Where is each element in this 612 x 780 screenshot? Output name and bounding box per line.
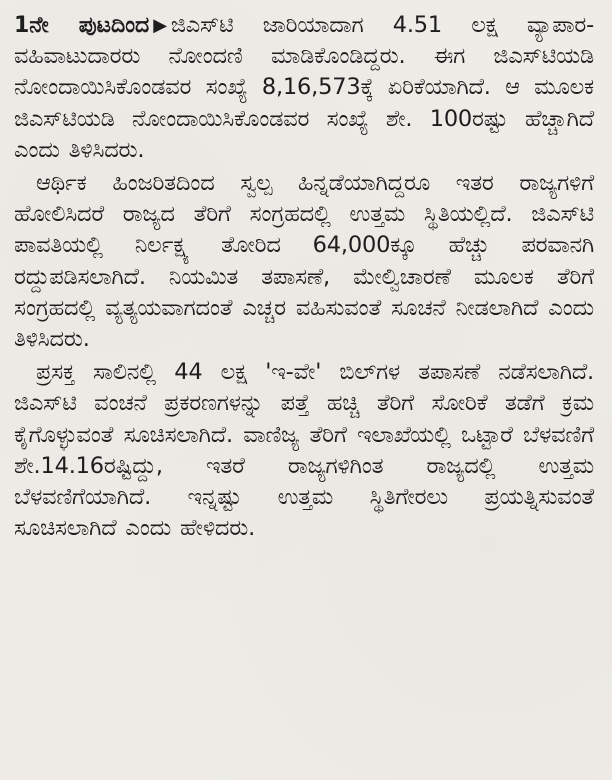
arrow-icon: ▶ bbox=[153, 15, 167, 36]
continuation-label: 1ನೇ ಪುಟದಿಂದ bbox=[14, 13, 150, 38]
article-paragraph-1 bbox=[14, 10, 594, 166]
paragraph-text: ಜಿಎಸ್‌ಟಿ ಜಾರಿಯಾದಾಗ 4.51 ಲಕ್ಷ ವ್ಯಾಪಾರ- ವಹಿವಾಟುದಾರರು ನೋಂದಣಿ ಮಾಡಿಕೊಂಡಿದ್ದರು. ಈಗ ಜಿಎಸ್‌ಟಿಯಡಿ ನೋಂದಾಯಿಸಿಕೊಂಡವರ ಸಂಖ್ಯೆ 8,16,573ಕ್ಕೆ ಏರಿಕೆಯಾಗಿದೆ. ಆ ಮೂಲಕ ಜಿಎಸ್‌ಟಿಯಡಿ ನೋಂದಾಯಿಸಿಕೊಂಡವರ ಸಂಖ್ಯೆ ಶೇ. 100ರಷ್ಟು ಹೆಚ್ಚಾಗಿದೆ ಎಂದು ತಿಳಿಸಿದರು. bbox=[14, 12, 595, 163]
article-paragraph-2: ಆರ್ಥಿಕ ಹಿಂಜರಿತದಿಂದ ಸ್ವಲ್ಪ ಹಿನ್ನಡೆಯಾಗಿದ್ದರೂ ಇತರ ರಾಜ್ಯಗಳಿಗೆ ಹೋಲಿಸಿದರೆ ರಾಜ್ಯದ ತೆರಿಗೆ ಸಂಗ್ರಹದಲ್ಲಿ ಉತ್ತಮ ಸ್ಥಿತಿಯಲ್ಲಿದೆ. ಜಿಎಸ್‌ಟಿ ಪಾವತಿಯಲ್ಲಿ ನಿರ್ಲಕ್ಷ್ಯ ತೋರಿದ 64,000ಕ್ಕೂ ಹೆಚ್ಚು ಪರವಾನಗಿ ರದ್ದುಪಡಿಸಲಾಗಿದೆ. ನಿಯಮಿತ ತಪಾಸಣೆ, ಮೇಲ್ವಿಚಾರಣೆ ಮೂಲಕ ತೆರಿಗೆ ಸಂಗ್ರಹದಲ್ಲಿ ವ್ಯತ್ಯಯವಾಗದಂತೆ ಎಚ್ಚರ ವಹಿಸುವಂತೆ ಸೂಚನೆ ನೀಡಲಾಗಿದೆ ಎಂದು ತಿಳಿಸಿದರು. bbox=[14, 170, 594, 353]
article-paragraph-3: ಪ್ರಸಕ್ತ ಸಾಲಿನಲ್ಲಿ 44 ಲಕ್ಷ 'ಇ-ವೇ' ಬಿಲ್‌ಗಳ ತಪಾಸಣೆ ನಡೆಸಲಾಗಿದೆ. ಜಿಎಸ್‌ಟಿ ವಂಚನೆ ಪ್ರಕರಣಗಳನ್ನು ಪತ್ತೆ ಹಚ್ಚಿ ತೆರಿಗೆ ಸೋರಿಕೆ ತಡೆಗೆ ಕ್ರಮ ಕೈಗೊಳ್ಳುವಂತೆ ಸೂಚಿಸಲಾಗಿದೆ. ವಾಣಿಜ್ಯ ತೆರಿಗೆ ಇಲಾಖೆಯಲ್ಲಿ ಒಟ್ಟಾರೆ ಬೆಳವಣಿಗೆ ಶೇ.14.16ರಷ್ಟಿದ್ದು, ಇತರೆ ರಾಜ್ಯಗಳಿಗಿಂತ ರಾಜ್ಯದಲ್ಲಿ ಉತ್ತಮ ಬೆಳವಣಿಗೆಯಾಗಿದೆ. ಇನ್ನಷ್ಟು ಉತ್ತಮ ಸ್ಥಿತಿಗೇರಲು ಪ್ರಯತ್ನಿಸುವಂತೆ ಸೂಚಿಸಲಾಗಿದೆ ಎಂದು ಹೇಳಿದರು. bbox=[14, 359, 594, 542]
